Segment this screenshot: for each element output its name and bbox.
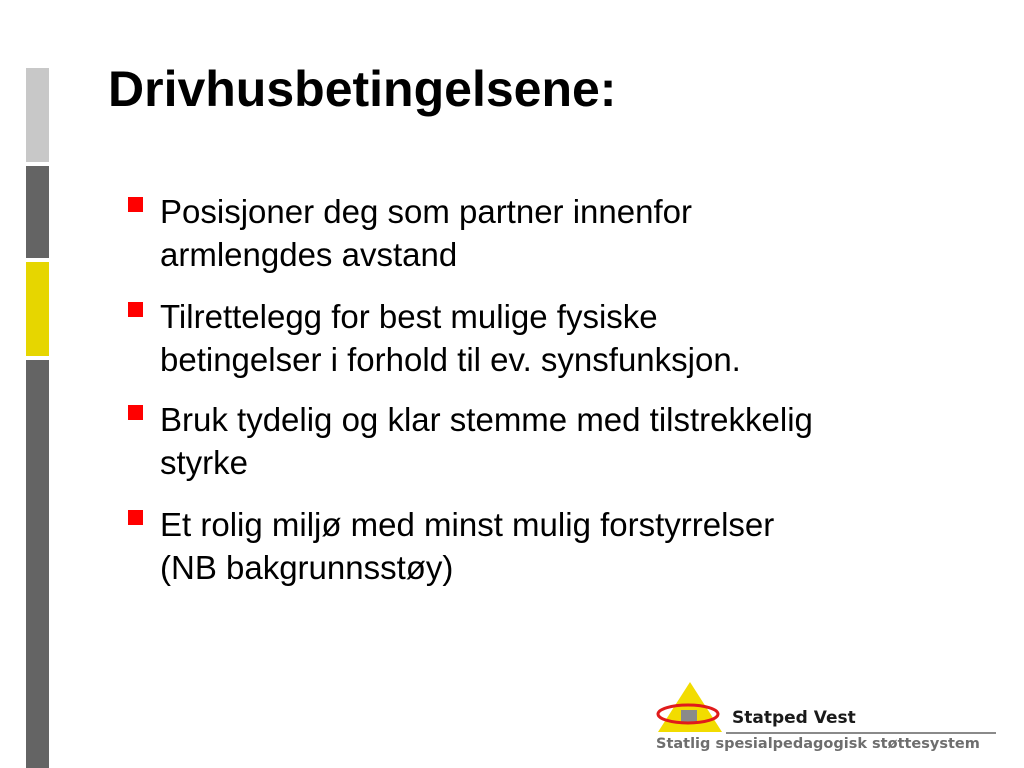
bullet-text-line: betingelser i forhold til ev. synsfunksjon. [160, 341, 741, 378]
logo-divider [726, 732, 996, 734]
slide-title: Drivhusbetingelsene: [108, 61, 617, 117]
sidebar-segment-yellow [26, 262, 49, 356]
bullet-item [124, 295, 964, 381]
bullet-item [124, 398, 964, 484]
bullet-text-line: Tilrettelegg for best mulige fysiske [160, 298, 658, 335]
triangle-ellipse-logo-icon [654, 680, 734, 736]
bullet-text-line: styrke [160, 444, 249, 481]
bullet-list [124, 190, 964, 589]
bullet-text-line: (NB bakgrunnsstøy) [160, 549, 454, 586]
logo-tagline: Statlig spesialpedagogisk støttesystem [656, 736, 980, 752]
logo-name: Statped Vest [732, 708, 856, 728]
bullet-item [124, 190, 964, 276]
red-square-bullet-icon [128, 302, 143, 317]
red-square-bullet-icon [128, 405, 143, 420]
sidebar-segment-light-gray [26, 68, 49, 162]
red-square-bullet-icon [128, 197, 143, 212]
statped-vest-logo [654, 680, 998, 760]
sidebar-segment-dark-gray-bottom [26, 360, 49, 768]
bullet-text-line: Et rolig miljø med minst mulig forstyrrelser [160, 506, 775, 543]
red-square-bullet-icon [128, 510, 143, 525]
bullet-text-line: armlengdes avstand [160, 236, 458, 273]
sidebar-segment-dark-gray [26, 166, 49, 258]
bullet-text-line: Posisjoner deg som partner innenfor [160, 193, 692, 230]
bullet-item [124, 503, 964, 589]
bullet-text-line: Bruk tydelig og klar stemme med tilstrekkelig [160, 401, 813, 438]
